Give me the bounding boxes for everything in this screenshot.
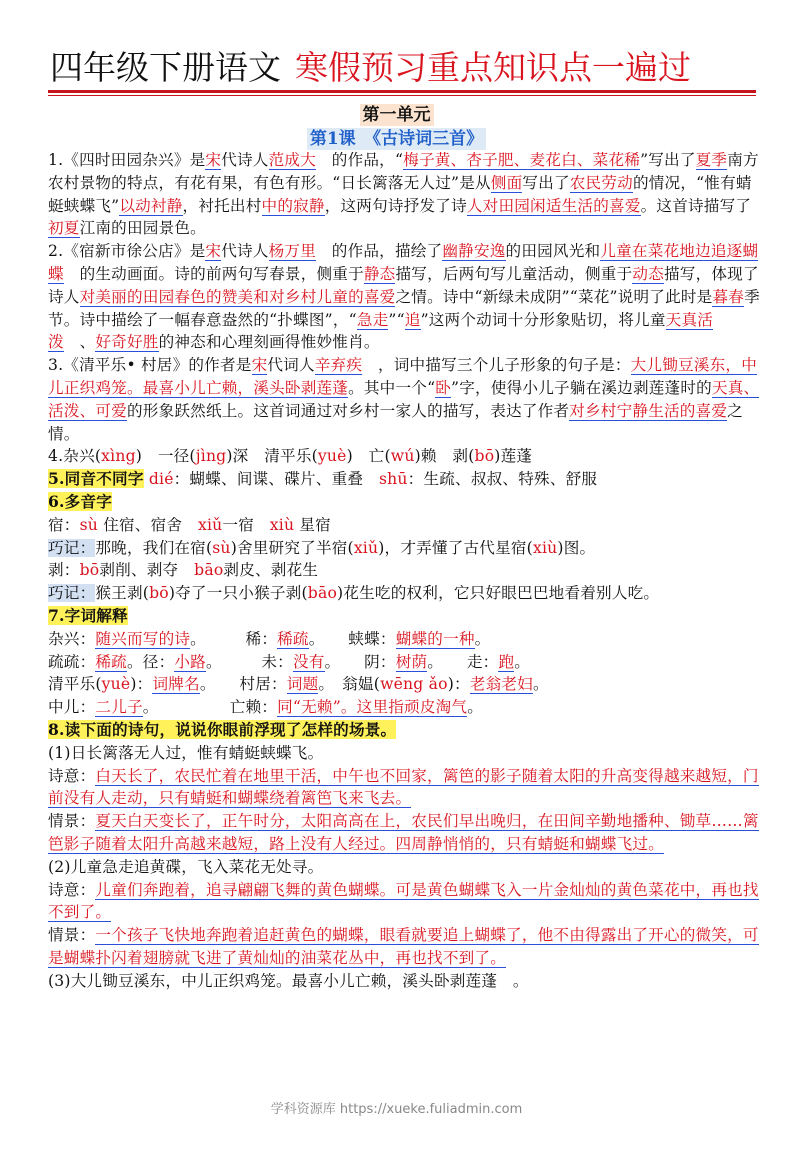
poem-line-2 <box>48 856 760 879</box>
pinyin-text: bō <box>79 561 100 580</box>
text-run: 代词人 <box>267 356 315 375</box>
text-run: ”这两个动词十分形象贴切，将儿童 <box>420 310 666 329</box>
text-run: 江南的田园景色。 <box>79 219 206 238</box>
pinyin-text: sù <box>212 538 231 557</box>
answer-text: 夏季 <box>695 151 728 169</box>
answer-text: 对美丽的田园春色的赞美和对乡村儿童的喜爱 <box>79 287 396 306</box>
paragraph-xinshi-xugongdian <box>48 240 760 354</box>
header-grade-title: 四年级下册语文 <box>50 48 281 87</box>
text-run: 。 <box>532 675 549 694</box>
answer-text: 宋 <box>251 356 268 375</box>
text-run: 4.杂兴( <box>48 447 102 466</box>
heading-scene-questions <box>48 719 760 742</box>
answer-text: 稀疏 <box>277 629 309 648</box>
polyphone-su <box>48 514 760 537</box>
text-run: )夺了一只小猴子剥( <box>168 584 308 603</box>
pinyin-text: bō <box>474 447 495 466</box>
text-run: 写出了 <box>522 173 570 192</box>
text-run: 。这首诗描写了 <box>640 196 752 215</box>
text-run: 剥削、剥夺 <box>99 561 195 580</box>
pinyin-text: jìng <box>195 447 227 466</box>
text-run: 描写，后两句写儿童活动，侧重于 <box>395 264 633 283</box>
text-run: ”字，使得小儿子躺在溪边剥莲蓬时的 <box>451 378 712 397</box>
header-subtitle: 寒假预习重点知识点一遍过 <box>295 48 691 87</box>
text-run: 清平乐( <box>48 675 102 694</box>
text-run: 1.《四时田园杂兴》是 <box>48 151 206 169</box>
heading-polyphones <box>48 491 760 514</box>
document-body <box>48 149 760 992</box>
text-run: 的作品，“ <box>316 151 404 169</box>
pinyin-text: bāo <box>194 561 224 580</box>
glossary-row-1 <box>48 628 760 651</box>
text-run: 代诗人 <box>221 242 269 261</box>
text-run: 描写，体现了诗人 <box>48 264 759 306</box>
answer-text: 初夏 <box>48 219 80 238</box>
unit-title: 第一单元 <box>0 100 793 125</box>
text-run: 、 <box>63 333 96 352</box>
answer-text: 梅子黄、杏子肥、麦花白、菜花稀 <box>403 151 641 169</box>
text-run: 之情。诗中“新绿未成阴”“菜花”说明了此时是 <box>395 287 713 306</box>
text-run: 宿： <box>48 515 80 534</box>
answer-text: 侧面 <box>490 173 523 192</box>
answer-text: 蝴蝶的一种 <box>395 629 475 648</box>
answer-text: 天真活泼 <box>48 310 714 352</box>
section-heading-text: 7.字词解释 <box>48 605 128 625</box>
text-run: 。 村居： <box>199 675 287 694</box>
lesson-title: 第1课 《古诗词三首》 <box>0 124 793 149</box>
text-run: 。 走： <box>427 652 499 671</box>
text-run: 3.《清平乐• 村居》的作者是 <box>48 356 252 375</box>
text-run: ) 亡( <box>346 447 391 466</box>
answer-text: 辛弃疾 <box>314 356 363 375</box>
answer-text: 词题 <box>286 675 319 694</box>
heading-glossary <box>48 605 760 628</box>
text-run: ：蝴蝶、间谍、碟片、重叠 <box>173 470 379 489</box>
pinyin-text: yuè <box>317 447 347 466</box>
text-run: 。径： <box>126 652 175 671</box>
pinyin-text: bō <box>149 584 169 603</box>
answer-text: 稀疏 <box>95 652 127 671</box>
header-rule-thin <box>48 95 756 96</box>
text-run: )舍里研究了半宿( <box>230 538 354 557</box>
polyphone-bo <box>48 559 760 582</box>
answer-text: 词牌名 <box>152 675 200 694</box>
text-run: )深 清平乐( <box>226 447 318 466</box>
text-run: 。 <box>514 652 531 671</box>
text-run: 疏疏： <box>48 652 96 671</box>
answer-text: 小路 <box>174 652 206 671</box>
glossary-row-3 <box>48 673 760 696</box>
answer-text: 暮春 <box>712 287 745 306</box>
text-run: 的神态和心理刻画得惟妙惟肖。 <box>158 333 380 352</box>
answer-text: 追 <box>404 310 421 329</box>
answer-text: 儿童们奔跑着，追寻翩翩飞舞的黄色蝴蝶。可是黄色蝴蝶飞入一片金灿灿的黄色菜花中，再也找不到了。 <box>48 880 759 922</box>
text-run: )花生吃的权利，它只好眼巴巴地看着别人吃。 <box>337 584 660 603</box>
pinyin-text: dié <box>148 470 174 489</box>
answer-text: 以动衬静 <box>119 196 183 215</box>
text-run: 剥： <box>48 561 80 580</box>
text-run: 的田园风光和 <box>505 242 601 261</box>
mnemonic-su <box>48 537 760 560</box>
answer-text: 好奇好胜 <box>95 333 159 352</box>
text-run: (2)儿童急走追黄碟，飞入菜花无处寻。 <box>48 857 324 876</box>
answer-text: 人对田园闲适生活的喜爱 <box>466 196 641 215</box>
poem-scene-1 <box>48 810 760 856</box>
text-run: 。 蛱蝶： <box>308 629 396 648</box>
answer-text: 幽静安逸 <box>442 242 506 261</box>
poem-meaning-2 <box>48 879 760 925</box>
text-run: 星宿 <box>294 515 331 534</box>
pinyin-text: yuè <box>101 675 131 694</box>
answer-text: 跑 <box>498 652 515 671</box>
pinyin-text: wú <box>390 447 415 466</box>
answer-text: 静态 <box>363 264 396 283</box>
answer-text: 对乡村宁静生活的喜爱 <box>569 401 728 420</box>
poem-scene-2 <box>48 924 760 970</box>
text-run: )，才弄懂了古代星宿( <box>378 538 533 557</box>
text-run: 。 稀： <box>190 629 278 648</box>
document-header <box>50 42 691 89</box>
answer-text: 范成大 <box>268 151 316 169</box>
answer-text: 大儿锄豆溪东，中儿正织鸡笼。最喜小儿亡赖，溪头卧剥莲蓬 <box>48 356 758 397</box>
text-run: 。 阴： <box>324 652 396 671</box>
text-run: ”“ <box>388 310 405 329</box>
text-run: 情景： <box>48 812 96 831</box>
text-run: ：生疏、叔叔、特殊、舒服 <box>407 470 598 489</box>
answer-text: 树荫 <box>395 652 428 671</box>
section-heading-text: 5.同音不同字 <box>48 469 144 489</box>
pinyin-text: xiù <box>532 538 558 557</box>
answer-text: 宋 <box>205 242 222 261</box>
answer-text: 随兴而写的诗 <box>95 629 191 648</box>
text-run: 剥皮、剥花生 <box>223 561 319 580</box>
text-run: 的情况，“惟有蜻蜓蛱蝶飞” <box>48 173 752 215</box>
mnemonic-label: 巧记： <box>48 538 96 557</box>
answer-text: 白天长了，农民忙着在地里干活，中午也不回家，篱笆的影子随着太阳的升高变得越来越短，门前没有人走动，只有蜻蜓和蝴蝶绕着篱笆飞来飞去。 <box>48 766 759 808</box>
answer-text: 急走 <box>356 310 389 329</box>
poem-line-3 <box>48 970 760 993</box>
text-run: ，这两句诗抒发了诗 <box>324 196 467 215</box>
text-run: 。 亡赖： <box>142 698 278 717</box>
answer-text: 农民劳动 <box>569 173 633 192</box>
text-run: 一宿 <box>222 515 270 534</box>
text-run: )莲蓬 <box>494 447 533 466</box>
text-run: )图。 <box>557 538 596 557</box>
text-run: 住宿、宿舍 <box>98 515 198 534</box>
pinyin-text: xìng <box>101 447 136 466</box>
text-run: 南方农村景物的特点，有花有果，有色有形。“日长篱落无人过”是从 <box>48 151 759 192</box>
pinyin-text: wēng ǎo <box>380 675 448 694</box>
answer-text: 儿童在菜花地边追逐蝴蝶 <box>48 242 759 283</box>
text-run: 。其中一个“ <box>348 378 436 397</box>
poem-line-1 <box>48 742 760 765</box>
answer-text: 动态 <box>632 264 664 283</box>
answer-text: 一个孩子飞快地奔跑着追赶黄色的蝴蝶，眼看就要追上蝴蝶了，他不由得露出了开心的微笑，可是蝴蝶扑闪着翅膀就飞进了黄灿灿的油菜花丛中，再也找不到了。 <box>48 926 759 967</box>
text-run: ，衬托出村 <box>182 196 262 215</box>
pinyin-text: xiǔ <box>197 515 223 534</box>
text-run: 情景： <box>48 926 96 945</box>
text-run: )： <box>447 675 470 694</box>
pinyin-text: xiǔ <box>353 538 379 557</box>
answer-text: 老翁老妇 <box>469 675 533 694</box>
text-run: 杂兴： <box>48 629 96 648</box>
text-run: 那晚，我们在宿( <box>95 538 213 557</box>
text-run: ) 一径( <box>135 447 196 466</box>
answer-text: 天真、活泼、可爱 <box>48 378 760 420</box>
section-heading-text: 8.读下面的诗句，说说你眼前浮现了怎样的场景。 <box>48 719 397 739</box>
answer-text: 二儿子 <box>95 698 143 717</box>
text-run: 猴王剥( <box>95 584 150 603</box>
text-run: 的形象跃然纸上。这首词通过对乡村一家人的描写，表达了作者 <box>126 401 570 420</box>
paragraph-homophones <box>48 468 760 491</box>
pinyin-text: xiù <box>269 515 295 534</box>
paragraph-pronunciation <box>48 445 760 468</box>
answer-text: 没有 <box>292 652 325 671</box>
text-run: 2.《宿新市徐公店》是 <box>48 242 206 261</box>
mnemonic-bo <box>48 582 760 605</box>
answer-text: 中的寂静 <box>261 196 325 215</box>
text-run: 。 未： <box>205 652 293 671</box>
pinyin-text: shū <box>378 470 408 489</box>
answer-text: 夏天白天变长了，正午时分，太阳高高在上，农民们早出晚归，在田间辛勤地播种、锄草……篱笆影子随着太阳升高越来越短，路上没有人经过。四周静悄悄的，只有蜻蜓和蝴蝶飞过。 <box>48 812 759 853</box>
text-run: 。 <box>474 629 491 648</box>
paragraph-sishi-tianyuan <box>48 149 760 240</box>
glossary-row-2 <box>48 651 760 674</box>
glossary-row-4 <box>48 696 760 719</box>
text-run: 中儿： <box>48 698 96 717</box>
answer-text: 宋 <box>205 151 222 169</box>
text-run: 的作品，描绘了 <box>316 242 443 261</box>
text-run: 。 <box>467 698 484 717</box>
poem-meaning-1 <box>48 765 760 811</box>
pinyin-text: bāo <box>307 584 338 603</box>
text-run: 诗意： <box>48 766 96 785</box>
answer-text: 同“无赖”。这里指顽皮淘气 <box>277 698 468 717</box>
footer-source: 学科资源库 https://xueke.fuliadmin.com <box>270 1102 523 1117</box>
text-run: ，词中描写三个儿子形象的句子是： <box>362 356 631 375</box>
mnemonic-label: 巧记： <box>48 584 96 603</box>
text-run: 代诗人 <box>221 151 269 169</box>
answer-text: 杨万里 <box>268 242 316 261</box>
text-run: )赖 剥( <box>414 447 475 466</box>
header-rule-thick <box>48 90 756 93</box>
text-run: 的生动画面。诗的前两句写春景，侧重于 <box>63 264 364 283</box>
text-run: ”写出了 <box>640 151 696 169</box>
text-run: (3)大儿锄豆溪东，中儿正织鸡笼。最喜小儿亡赖，溪头卧剥莲蓬 。 <box>48 971 529 990</box>
text-run: 。 翁媪( <box>318 675 381 694</box>
text-run: 季节。诗中描绘了一幅春意盎然的“扑蝶图”，“ <box>48 287 760 329</box>
text-run: (1)日长篱落无人过，惟有蜻蜓蛱蝶飞。 <box>48 743 324 762</box>
text-run: 之情。 <box>48 401 743 443</box>
answer-text: 卧 <box>435 378 452 397</box>
text-run: )： <box>130 675 153 694</box>
paragraph-qingpingle-cunju <box>48 354 760 445</box>
text-run: 诗意： <box>48 880 96 899</box>
pinyin-text: sù <box>79 515 99 534</box>
section-heading-text: 6.多音字 <box>48 491 113 511</box>
